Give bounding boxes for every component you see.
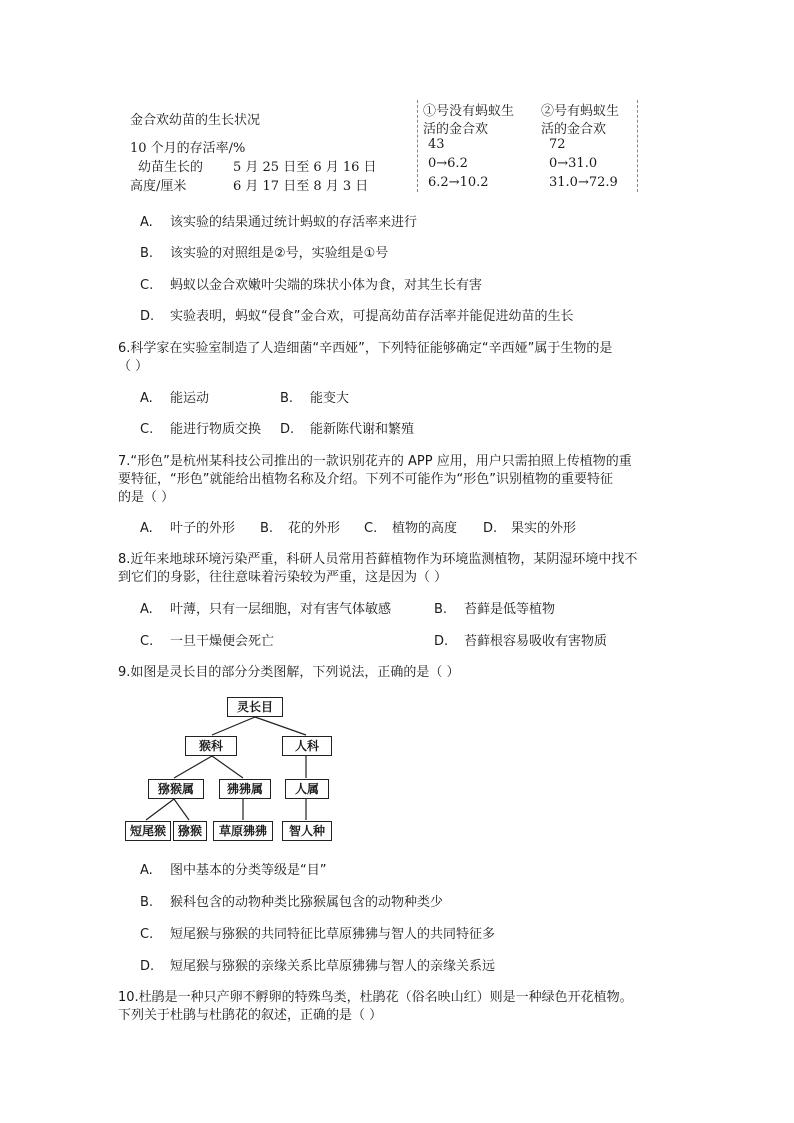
table-p2-v1: 6.2→10.2 xyxy=(428,175,489,190)
q8-stem-line1: 8.近年来地球环境污染严重，科研人员常用苔藓植物作为环境监测植物，某阴湿环境中找不 xyxy=(118,552,638,567)
q9-option-c[interactable]: C. 短尾猴与猕猴的共同特征比草原狒狒与智人的共同特征多 xyxy=(140,927,496,942)
table-p1-v2: 0→31.0 xyxy=(549,156,598,171)
q7-option-b[interactable]: B. 花的外形 xyxy=(260,521,341,536)
table-p2-v2: 31.0→72.9 xyxy=(549,175,618,190)
q6-stem-line1: 6.科学家在实验室制造了人造细菌“辛西娅”，下列特征能够确定“辛西娅”属于生物的是 xyxy=(118,341,613,356)
q9-stem: 9.如图是灵长目的部分分类图解，下列说法，正确的是（ ） xyxy=(118,665,460,680)
tree-node-genus1: 猕猴属 xyxy=(148,779,204,799)
q10-stem-line2: 下列关于杜鹃与杜鹃花的叙述，正确的是（ ） xyxy=(118,1008,383,1023)
tree-node-genus2: 狒狒属 xyxy=(219,779,271,799)
tree-node-species4: 智人种 xyxy=(282,821,332,841)
q5-option-a[interactable]: A. 该实验的结果通过统计蚂蚁的存活率来进行 xyxy=(140,215,418,230)
tree-node-genus3: 人属 xyxy=(285,779,329,799)
q6-option-a[interactable]: A. 能运动 xyxy=(140,391,210,406)
tree-node-family2: 人科 xyxy=(282,736,332,756)
q9-option-b[interactable]: B. 猴科包含的动物种类比猕猴属包含的动物种类少 xyxy=(140,895,444,910)
table-height-label-line1: 幼苗生长的 xyxy=(138,160,204,175)
tree-node-species2: 猕猴 xyxy=(173,821,207,841)
table-col1-header-line1: ①号没有蚂蚁生 xyxy=(423,104,515,119)
tree-node-species3: 草原狒狒 xyxy=(213,821,273,841)
tree-node-family1: 猴科 xyxy=(185,736,237,756)
q7-option-d[interactable]: D. 果实的外形 xyxy=(483,521,577,536)
q10-stem-line1: 10.杜鹃是一种只产卵不孵卵的特殊鸟类，杜鹃花（俗名映山红）则是一种绿色开花植物。 xyxy=(118,990,633,1005)
q8-stem-line2: 到它们的身影，往往意味着污染较为严重，这是因为（ ） xyxy=(118,570,448,585)
table-survival-v2: 72 xyxy=(549,137,566,152)
q7-option-c[interactable]: C. 植物的高度 xyxy=(364,521,458,536)
q7-stem-line2: 要特征，“形色”就能给出植物名称及介绍。下列不可能作为“形色”识别植物的重要特征 xyxy=(118,472,613,487)
q8-option-a[interactable]: A. 叶薄，只有一层细胞，对有害气体敏感 xyxy=(140,602,392,617)
table-period1: 5 月 25 日至 6 月 16 日 xyxy=(233,160,377,175)
table-col1-header-line2: 活的金合欢 xyxy=(423,122,489,137)
table-height-label-line2: 高度/厘米 xyxy=(130,179,187,194)
q6-option-b[interactable]: B. 能变大 xyxy=(280,391,350,406)
table-col2-header-line2: 活的金合欢 xyxy=(541,122,607,137)
q6-stem-line2: （ ） xyxy=(118,359,149,374)
tree-node-order: 灵长目 xyxy=(227,697,283,717)
q7-option-a[interactable]: A. 叶子的外形 xyxy=(140,521,236,536)
q8-option-b[interactable]: B. 苔藓是低等植物 xyxy=(434,602,556,617)
table-period2: 6 月 17 日至 8 月 3 日 xyxy=(233,179,369,194)
q7-stem-line1: 7.“形色”是杭州某科技公司推出的一款识别花卉的 APP 应用，用户只需拍照上传植物的重 xyxy=(118,454,632,469)
q8-option-c[interactable]: C. 一旦干燥便会死亡 xyxy=(140,634,275,649)
table-p1-v1: 0→6.2 xyxy=(428,156,468,171)
q6-option-c[interactable]: C. 能进行物质交换 xyxy=(140,422,262,437)
q9-option-d[interactable]: D. 短尾猴与猕猴的亲缘关系比草原狒狒与智人的亲缘关系远 xyxy=(140,959,496,974)
table-survival-label: 10 个月的存活率/% xyxy=(130,141,246,156)
table-survival-v1: 43 xyxy=(428,137,445,152)
q5-option-b[interactable]: B. 该实验的对照组是②号，实验组是①号 xyxy=(140,246,389,261)
q7-stem-line3: 的是（ ） xyxy=(118,490,175,505)
q6-option-d[interactable]: D. 能新陈代谢和繁殖 xyxy=(280,422,415,437)
q5-option-c[interactable]: C. 蚂蚁以金合欢嫩叶尖端的珠状小体为食，对其生长有害 xyxy=(140,278,483,293)
tree-node-species1: 短尾猴 xyxy=(125,821,171,841)
q8-option-d[interactable]: D. 苔藓根容易吸收有害物质 xyxy=(434,634,608,649)
q5-option-d[interactable]: D. 实验表明，蚂蚁“侵食”金合欢，可提高幼苗存活率并能促进幼苗的生长 xyxy=(140,309,574,324)
q9-option-a[interactable]: A. 图中基本的分类等级是“目” xyxy=(140,863,327,878)
table-col2-header-line1: ②号有蚂蚁生 xyxy=(541,104,620,119)
table-title: 金合欢幼苗的生长状况 xyxy=(130,113,261,128)
